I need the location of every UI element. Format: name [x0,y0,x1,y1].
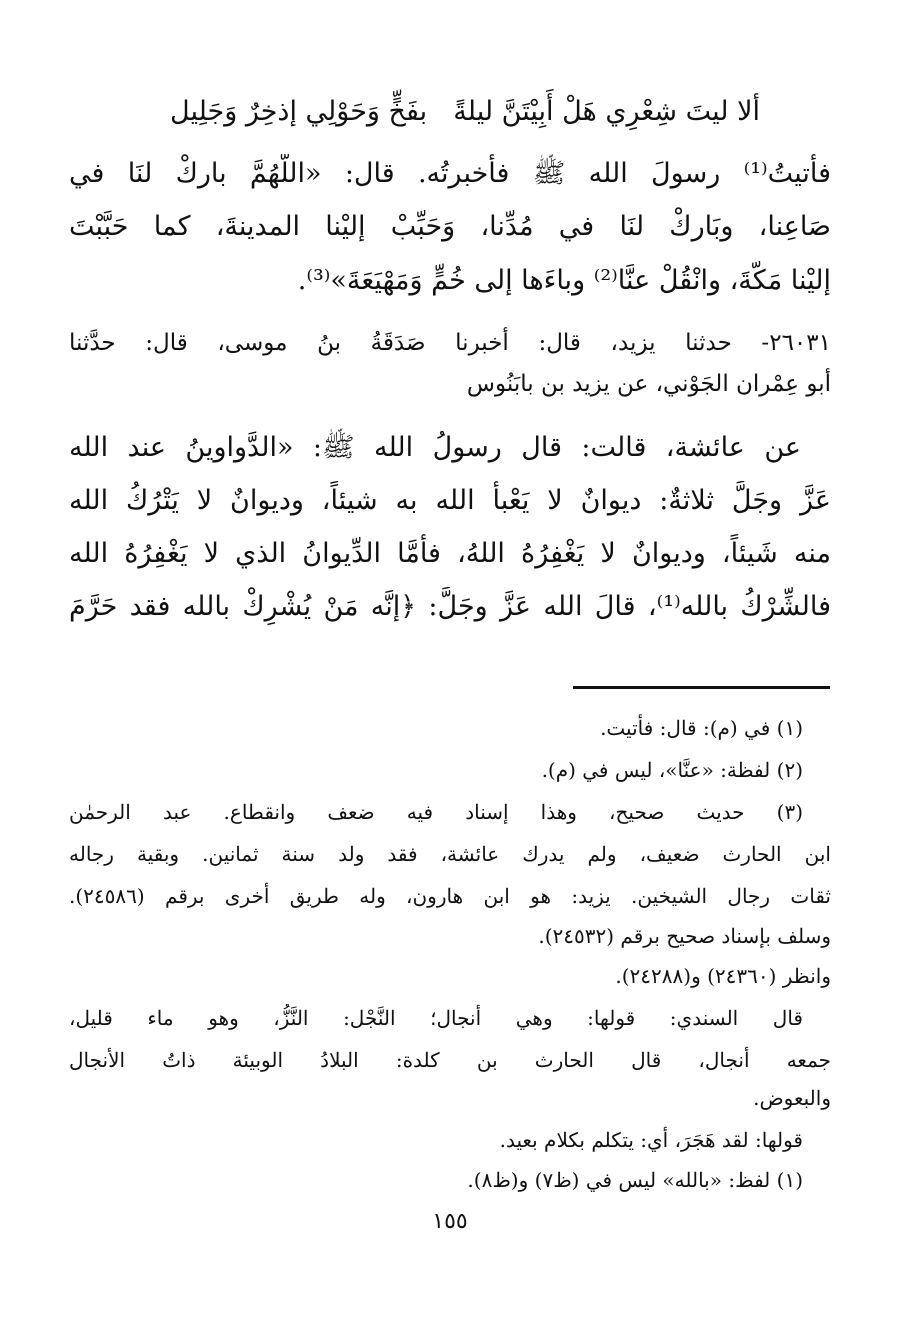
matn-line: فالشِّرْكُ بالله⁽¹⁾، قالَ الله عَزَّ وجَلَّ: ﴿إنَّه مَنْ يُشْرِكْ بالله فقد حَرَّمَ [69,591,831,622]
footnote-line: وسلف بإسناد صحيح برقم (٢٤٥٣٢). [538,924,831,948]
footnote-line: ابن الحارث ضعيف، ولم يدرك عائشة، فقد ولد سنة ثمانين. وبقية رجاله [69,842,831,866]
isnad-line: أبو عِمْران الجَوْني، عن يزيد بن بابَنُوس [466,371,831,397]
footnote-line: جمعه أنجال، قال الحارث بن كلدة: البلادُ الوبيئة ذاتُ الأنجال [69,1048,831,1072]
poetry-verse [170,92,760,132]
footnote-line: وانظر (٢٤٣٦٠) و(٢٤٢٨٨). [615,964,831,988]
matn-line: عن عائشة، قالت: قال رسولُ الله ﷺ: «الدَّواوينُ عند الله [69,432,801,463]
footnote-line: (١) لفظ: «بالله» ليس في (ظ٧) و(ظ٨). [467,1168,803,1192]
footnote-line: قال السندي: قولها: وهي أنجال؛ النَّجْل: النَّزُّ، وهو ماء قليل، [69,1006,803,1030]
footnote-line: ثقات رجال الشيخين. يزيد: هو ابن هارون، وله طريق أخرى برقم (٢٤٥٨٦). [69,884,831,908]
page-number: ١٥٥ [432,1209,468,1234]
matn-line: منه شَيئاً، وديوانٌ لا يَغْفِرُهُ اللهُ، فأمَّا الدِّيوانُ الذي لا يَغْفِرُهُ الله [69,538,831,569]
verse-first-hemistich: ألا ليتَ شِعْرِي هَلْ أَبِيْتَنَّ ليلةً [453,96,760,127]
isnad-line: ٢٦٠٣١- حدثنا يزيد، قال: أخبرنا صَدَقَةُ بنُ موسى، قال: حدَّثنا [69,330,831,356]
footnote-separator [573,686,830,689]
body-line: فأتيتُ⁽¹⁾ رسولَ الله ﷺ فأخبرتُه. قال: «اللَّهُمَّ باركْ لنَا في [69,158,831,189]
footnote-line: (١) في (م): قال: فأتيت. [600,716,803,740]
matn-line: عَزَّ وجَلَّ ثلاثةٌ: ديوانٌ لا يَعْبأُ الله به شيئاً، وديوانٌ لا يَتْرُكُ الله [69,485,831,516]
footnote-line: (٣) حديث صحيح، وهذا إسناد فيه ضعف وانقطاع. عبد الرحمٰن [69,800,803,824]
footnote-line: والبعوض. [753,1086,831,1110]
verse-second-hemistich: بفَخٍّ وَحَوْلِي إذخِرٌ وَجَلِيل [170,96,428,127]
footnote-line: قولها: لقد هَجَرَ، أي: يتكلم بكلام بعيد. [499,1128,803,1152]
body-line: إليْنا مَكَّةَ، وانْقُلْ عنَّا⁽²⁾ وباءَها إلى خُمٍّ وَمَهْيَعَةَ»⁽³⁾. [297,265,831,296]
footnote-line: (٢) لفظة: «عنَّا»، ليس في (م). [541,758,803,782]
body-line: صَاعِنا، وبَاركْ لنَا في مُدِّنا، وَحَبِّبْ إليْنا المدينةَ، كما حَبَّبْتَ [69,211,831,242]
